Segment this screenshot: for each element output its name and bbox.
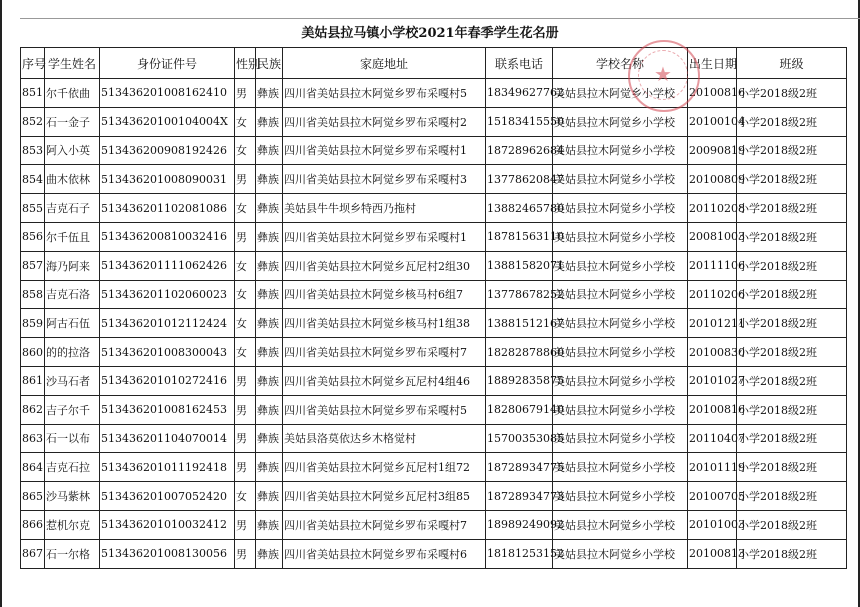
cell-gender: 女 <box>235 251 256 280</box>
cell-class: 小学2018级2班 <box>737 280 847 309</box>
cell-gender: 男 <box>235 539 256 568</box>
cell-ethnicity: 彝族 <box>256 539 283 568</box>
cell-birth-date: 20110407 <box>688 424 737 453</box>
table-row <box>21 338 847 367</box>
cell-home-address: 四川省美姑县拉木阿觉乡罗布采嘎村5 <box>283 395 486 424</box>
cell-student-name: 惹机尔克 <box>45 510 100 539</box>
cell-student-name: 沙马紫林 <box>45 482 100 511</box>
cell-serial-no: 865 <box>21 482 45 511</box>
cell-student-name: 的的拉洛 <box>45 338 100 367</box>
cell-student-name: 阿入小英 <box>45 136 100 165</box>
cell-class: 小学2018级2班 <box>737 136 847 165</box>
cell-gender: 男 <box>235 453 256 482</box>
cell-birth-date: 20100705 <box>688 482 737 511</box>
cell-school-name: 美姑县拉木阿觉乡小学校 <box>553 107 688 136</box>
cell-class: 小学2018级2班 <box>737 482 847 511</box>
cell-student-name: 吉克石拉 <box>45 453 100 482</box>
cell-birth-date: 20101003 <box>688 510 737 539</box>
cell-birth-date: 20081003 <box>688 222 737 251</box>
cell-serial-no: 852 <box>21 107 45 136</box>
cell-school-name: 美姑县拉木阿觉乡小学校 <box>553 136 688 165</box>
cell-class: 小学2018级2班 <box>737 194 847 223</box>
cell-ethnicity: 彝族 <box>256 424 283 453</box>
cell-school-name: 美姑县拉木阿觉乡小学校 <box>553 309 688 338</box>
page-edge-left <box>0 0 2 607</box>
cell-home-address: 四川省美姑县拉木阿觉乡罗布采嘎村6 <box>283 539 486 568</box>
cell-birth-date: 20110206 <box>688 280 737 309</box>
cell-class: 小学2018级2班 <box>737 309 847 338</box>
cell-student-name: 阿古石伍 <box>45 309 100 338</box>
cell-school-name: 美姑县拉木阿觉乡小学校 <box>553 338 688 367</box>
cell-school-name: 美姑县拉木阿觉乡小学校 <box>553 79 688 108</box>
cell-gender: 男 <box>235 424 256 453</box>
cell-gender: 男 <box>235 222 256 251</box>
cell-class: 小学2018级2班 <box>737 338 847 367</box>
cell-class: 小学2018级2班 <box>737 79 847 108</box>
official-seal <box>628 40 700 112</box>
cell-student-name: 吉克石洛 <box>45 280 100 309</box>
cell-home-address: 四川省美姑县拉木阿觉乡罗布采嘎村7 <box>283 510 486 539</box>
cell-id-number: 513436201012112424 <box>100 309 235 338</box>
cell-birth-date: 20100816 <box>688 79 737 108</box>
cell-phone: 13778678252 <box>486 280 553 309</box>
student-roster-table <box>20 47 847 569</box>
cell-school-name: 美姑县拉木阿觉乡小学校 <box>553 280 688 309</box>
cell-home-address: 四川省美姑县拉木阿觉乡罗布采嘎村7 <box>283 338 486 367</box>
cell-ethnicity: 彝族 <box>256 309 283 338</box>
cell-home-address: 四川省美姑县拉木阿觉乡瓦尼村2组30 <box>283 251 486 280</box>
cell-phone: 13778620847 <box>486 165 553 194</box>
cell-gender: 男 <box>235 366 256 395</box>
cell-student-name: 吉子尔千 <box>45 395 100 424</box>
cell-home-address: 四川省美姑县拉木阿觉乡核马村6组7 <box>283 280 486 309</box>
cell-serial-no: 863 <box>21 424 45 453</box>
cell-gender: 女 <box>235 482 256 511</box>
cell-school-name: 美姑县拉木阿觉乡小学校 <box>553 222 688 251</box>
column-header: 学校名称 <box>553 48 688 79</box>
cell-id-number: 513436200810032416 <box>100 222 235 251</box>
cell-phone: 18989249092 <box>486 510 553 539</box>
cell-class: 小学2018级2班 <box>737 395 847 424</box>
cell-home-address: 四川省美姑县拉木阿觉乡罗布采嘎村5 <box>283 79 486 108</box>
cell-phone: 18349627762 <box>486 79 553 108</box>
table-row <box>21 251 847 280</box>
cell-ethnicity: 彝族 <box>256 165 283 194</box>
cell-birth-date: 20100809 <box>688 165 737 194</box>
cell-student-name: 吉克石子 <box>45 194 100 223</box>
cell-phone: 15183415550 <box>486 107 553 136</box>
cell-student-name: 尔千伍且 <box>45 222 100 251</box>
cell-gender: 男 <box>235 79 256 108</box>
cell-ethnicity: 彝族 <box>256 222 283 251</box>
cell-ethnicity: 彝族 <box>256 107 283 136</box>
cell-gender: 女 <box>235 136 256 165</box>
cell-birth-date: 20090819 <box>688 136 737 165</box>
table-row <box>21 280 847 309</box>
table-row <box>21 424 847 453</box>
cell-school-name: 美姑县拉木阿觉乡小学校 <box>553 424 688 453</box>
table-row <box>21 165 847 194</box>
cell-student-name: 曲木依林 <box>45 165 100 194</box>
cell-ethnicity: 彝族 <box>256 510 283 539</box>
cell-serial-no: 861 <box>21 366 45 395</box>
cell-birth-date: 20100816 <box>688 395 737 424</box>
cell-id-number: 513436201104070014 <box>100 424 235 453</box>
table-row <box>21 309 847 338</box>
cell-home-address: 美姑县牛牛坝乡特西乃拖村 <box>283 194 486 223</box>
cell-gender: 男 <box>235 395 256 424</box>
cell-id-number: 513436201008130056 <box>100 539 235 568</box>
cell-class: 小学2018级2班 <box>737 165 847 194</box>
cell-home-address: 四川省美姑县拉木阿觉乡瓦尼村1组72 <box>283 453 486 482</box>
cell-school-name: 美姑县拉木阿觉乡小学校 <box>553 482 688 511</box>
cell-serial-no: 856 <box>21 222 45 251</box>
cell-gender: 女 <box>235 338 256 367</box>
cell-birth-date: 20101211 <box>688 309 737 338</box>
cell-phone: 13882465780 <box>486 194 553 223</box>
cell-student-name: 石一以布 <box>45 424 100 453</box>
table-row <box>21 366 847 395</box>
cell-serial-no: 864 <box>21 453 45 482</box>
cell-ethnicity: 彝族 <box>256 366 283 395</box>
cell-id-number: 513436200908192426 <box>100 136 235 165</box>
column-header: 身份证件号 <box>100 48 235 79</box>
cell-gender: 女 <box>235 194 256 223</box>
table-row <box>21 136 847 165</box>
cell-id-number: 51343620100104004X <box>100 107 235 136</box>
cell-phone: 18280679140 <box>486 395 553 424</box>
cell-serial-no: 858 <box>21 280 45 309</box>
cell-home-address: 四川省美姑县拉木阿觉乡罗布采嘎村3 <box>283 165 486 194</box>
cell-phone: 18181253152 <box>486 539 553 568</box>
cell-school-name: 美姑县拉木阿觉乡小学校 <box>553 453 688 482</box>
cell-birth-date: 20110208 <box>688 194 737 223</box>
cell-ethnicity: 彝族 <box>256 395 283 424</box>
table-row <box>21 222 847 251</box>
cell-school-name: 美姑县拉木阿觉乡小学校 <box>553 366 688 395</box>
table-row <box>21 453 847 482</box>
table-body <box>21 79 847 569</box>
seal-star-icon: ★ <box>654 62 672 86</box>
cell-birth-date: 20111106 <box>688 251 737 280</box>
column-header: 学生姓名 <box>45 48 100 79</box>
cell-birth-date: 20101119 <box>688 453 737 482</box>
cell-gender: 男 <box>235 510 256 539</box>
cell-serial-no: 857 <box>21 251 45 280</box>
cell-class: 小学2018级2班 <box>737 539 847 568</box>
cell-gender: 女 <box>235 309 256 338</box>
cell-id-number: 513436201008162453 <box>100 395 235 424</box>
cell-student-name: 石一尔格 <box>45 539 100 568</box>
cell-school-name: 美姑县拉木阿觉乡小学校 <box>553 165 688 194</box>
cell-phone: 13881512167 <box>486 309 553 338</box>
cell-birth-date: 20100813 <box>688 539 737 568</box>
cell-id-number: 513436201102081086 <box>100 194 235 223</box>
cell-class: 小学2018级2班 <box>737 107 847 136</box>
cell-phone: 15700353085 <box>486 424 553 453</box>
cell-phone: 18892835875 <box>486 366 553 395</box>
cell-id-number: 513436201111062426 <box>100 251 235 280</box>
cell-ethnicity: 彝族 <box>256 251 283 280</box>
table-row <box>21 510 847 539</box>
cell-class: 小学2018级2班 <box>737 366 847 395</box>
cell-ethnicity: 彝族 <box>256 280 283 309</box>
cell-class: 小学2018级2班 <box>737 453 847 482</box>
column-header: 序号 <box>21 48 45 79</box>
cell-birth-date: 20100830 <box>688 338 737 367</box>
cell-class: 小学2018级2班 <box>737 222 847 251</box>
table-row <box>21 107 847 136</box>
cell-serial-no: 859 <box>21 309 45 338</box>
cell-serial-no: 851 <box>21 79 45 108</box>
cell-serial-no: 854 <box>21 165 45 194</box>
cell-serial-no: 860 <box>21 338 45 367</box>
cell-home-address: 四川省美姑县拉木阿觉乡瓦尼村4组46 <box>283 366 486 395</box>
table-row <box>21 482 847 511</box>
cell-gender: 男 <box>235 165 256 194</box>
cell-school-name: 美姑县拉木阿觉乡小学校 <box>553 395 688 424</box>
column-header: 班级 <box>737 48 847 79</box>
cell-birth-date: 20101027 <box>688 366 737 395</box>
column-header: 联系电话 <box>486 48 553 79</box>
cell-id-number: 513436201011192418 <box>100 453 235 482</box>
cell-phone: 13881582071 <box>486 251 553 280</box>
table-row <box>21 79 847 108</box>
cell-gender: 女 <box>235 280 256 309</box>
document-title: 美姑县拉马镇小学校2021年春季学生花名册 <box>301 26 559 41</box>
cell-school-name: 美姑县拉木阿觉乡小学校 <box>553 194 688 223</box>
cell-home-address: 美姑县洛莫依达乡木格觉村 <box>283 424 486 453</box>
cell-ethnicity: 彝族 <box>256 136 283 165</box>
cell-gender: 女 <box>235 107 256 136</box>
cell-home-address: 四川省美姑县拉木阿觉乡罗布采嘎村1 <box>283 222 486 251</box>
cell-student-name: 海乃阿来 <box>45 251 100 280</box>
cell-ethnicity: 彝族 <box>256 338 283 367</box>
table-header-row <box>21 48 847 79</box>
cell-home-address: 四川省美姑县拉木阿觉乡罗布采嘎村1 <box>283 136 486 165</box>
cell-phone: 18728934775 <box>486 453 553 482</box>
cell-id-number: 513436201010032412 <box>100 510 235 539</box>
cell-class: 小学2018级2班 <box>737 510 847 539</box>
cell-ethnicity: 彝族 <box>256 194 283 223</box>
cell-student-name: 沙马石者 <box>45 366 100 395</box>
table-row <box>21 395 847 424</box>
cell-student-name: 尔千依曲 <box>45 79 100 108</box>
cell-home-address: 四川省美姑县拉木阿觉乡罗布采嘎村2 <box>283 107 486 136</box>
cell-id-number: 513436201010272416 <box>100 366 235 395</box>
cell-serial-no: 853 <box>21 136 45 165</box>
cell-phone: 18781563110 <box>486 222 553 251</box>
column-header: 性别 <box>235 48 256 79</box>
cell-home-address: 四川省美姑县拉木阿觉乡瓦尼村3组85 <box>283 482 486 511</box>
cell-phone: 18728962684 <box>486 136 553 165</box>
cell-id-number: 513436201008090031 <box>100 165 235 194</box>
cell-serial-no: 867 <box>21 539 45 568</box>
column-header: 民族 <box>256 48 283 79</box>
header-rule <box>20 18 860 19</box>
cell-phone: 18282878860 <box>486 338 553 367</box>
table-row <box>21 539 847 568</box>
cell-serial-no: 866 <box>21 510 45 539</box>
cell-ethnicity: 彝族 <box>256 482 283 511</box>
cell-school-name: 美姑县拉木阿觉乡小学校 <box>553 510 688 539</box>
cell-ethnicity: 彝族 <box>256 453 283 482</box>
cell-id-number: 513436201008300043 <box>100 338 235 367</box>
cell-phone: 18728934773 <box>486 482 553 511</box>
cell-serial-no: 855 <box>21 194 45 223</box>
cell-class: 小学2018级2班 <box>737 251 847 280</box>
cell-ethnicity: 彝族 <box>256 79 283 108</box>
cell-class: 小学2018级2班 <box>737 424 847 453</box>
column-header: 家庭地址 <box>283 48 486 79</box>
column-header: 出生日期 <box>688 48 737 79</box>
cell-id-number: 513436201008162410 <box>100 79 235 108</box>
cell-school-name: 美姑县拉木阿觉乡小学校 <box>553 251 688 280</box>
cell-birth-date: 20100104 <box>688 107 737 136</box>
cell-student-name: 石一金子 <box>45 107 100 136</box>
cell-id-number: 513436201102060023 <box>100 280 235 309</box>
cell-home-address: 四川省美姑县拉木阿觉乡核马村1组38 <box>283 309 486 338</box>
cell-id-number: 513436201007052420 <box>100 482 235 511</box>
cell-school-name: 美姑县拉木阿觉乡小学校 <box>553 539 688 568</box>
cell-serial-no: 862 <box>21 395 45 424</box>
table-row <box>21 194 847 223</box>
